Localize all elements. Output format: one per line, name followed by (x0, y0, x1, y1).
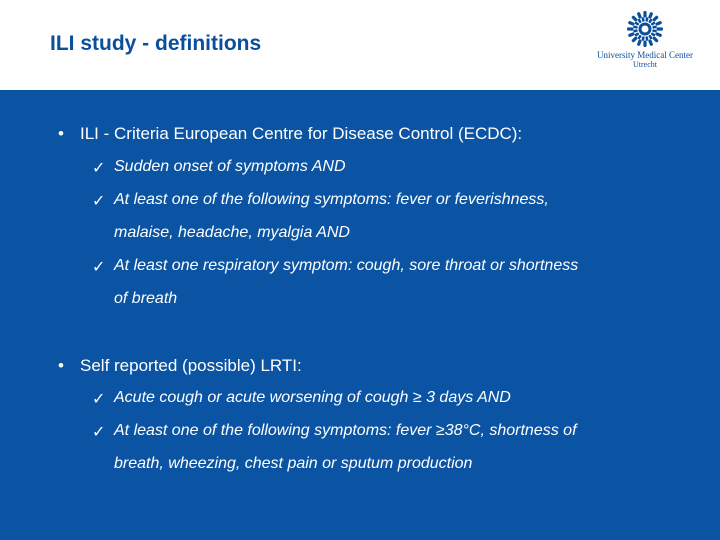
checklist-item-continuation: of breath (114, 290, 178, 307)
checkmark-icon: ✓ (92, 424, 106, 441)
bullet-text: ILI - Criteria European Centre for Disease Control (ECDC): (80, 124, 523, 143)
checklist-item-text: Acute cough or acute worsening of cough ≥ 3 days AND (114, 389, 511, 406)
slide-header (0, 0, 720, 90)
checkmark-icon: ✓ (92, 391, 106, 408)
bullet-marker: • (58, 124, 64, 143)
checklist-item-text: At least one of the following symptoms: fever ≥38°C, shortness of (114, 422, 577, 439)
bullet-marker: • (58, 356, 64, 375)
slide-title: ILI study - definitions (50, 32, 262, 55)
checkmark-icon: ✓ (92, 193, 106, 210)
bullet-text: Self reported (possible) LRTI: (80, 356, 302, 375)
checklist-item-text: At least one of the following symptoms: fever or feverishness, (114, 191, 549, 208)
checklist-item-text: At least one respiratory symptom: cough, sore throat or shortness (114, 257, 579, 274)
umc-utrecht-logo (594, 10, 696, 72)
checkmark-icon: ✓ (92, 259, 106, 276)
checklist-item-continuation: malaise, headache, myalgia AND (114, 224, 350, 241)
checklist-item-continuation: breath, wheezing, chest pain or sputum production (114, 455, 473, 472)
logo-text-line1: University Medical Center (597, 50, 693, 60)
logo-text-line2: Utrecht (633, 60, 657, 69)
umc-sun-logo-icon (626, 10, 664, 48)
checkmark-icon: ✓ (92, 160, 106, 177)
checklist-item-text: Sudden onset of symptoms AND (114, 158, 346, 175)
slide-content (0, 90, 720, 540)
